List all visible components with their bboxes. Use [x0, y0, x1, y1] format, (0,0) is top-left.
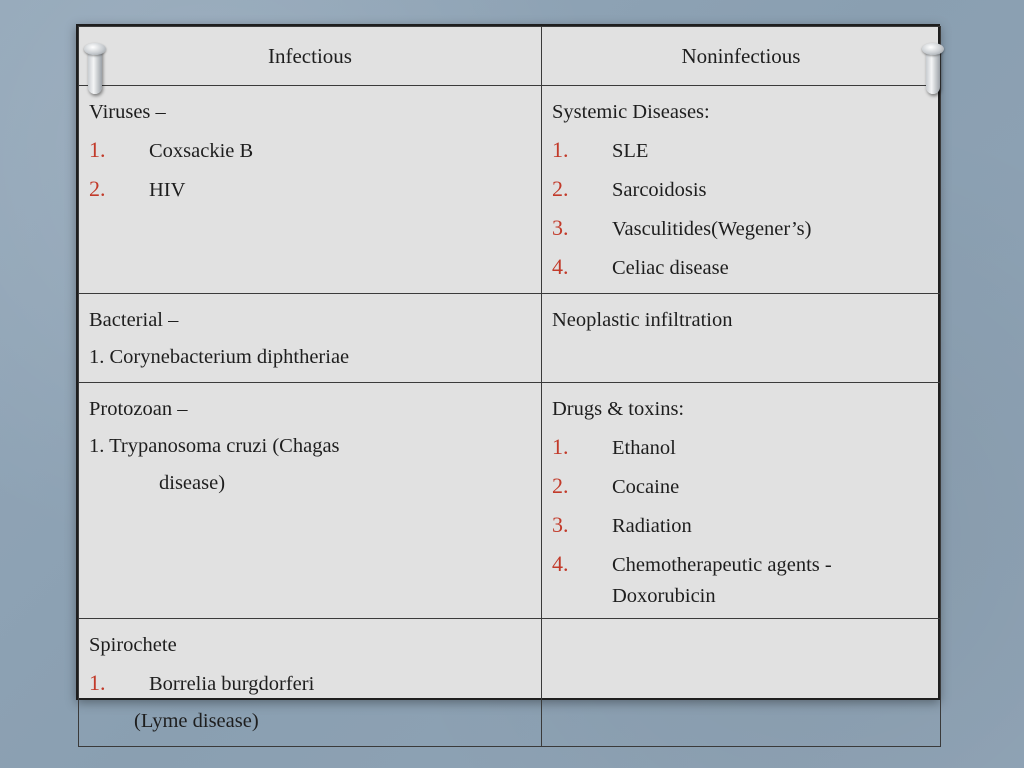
left-pin-icon: [88, 46, 102, 94]
item-number: 1.: [89, 137, 106, 162]
list-item: [89, 131, 531, 170]
item-text: SLE: [612, 140, 649, 162]
cell-drugs: [542, 383, 941, 619]
header-infectious: Infectious: [79, 27, 542, 86]
item-text: Sarcoidosis: [612, 179, 707, 201]
right-pin-icon: [926, 46, 940, 94]
neoplastic-heading: Neoplastic infiltration: [552, 309, 733, 331]
protozoan-heading: Protozoan –: [89, 398, 188, 420]
item-text: Vasculitides(Wegener’s): [612, 218, 812, 240]
viruses-heading: Viruses –: [89, 101, 166, 123]
bacterial-item: 1. Corynebacterium diphtheriae: [89, 346, 350, 368]
list-item: [552, 209, 930, 248]
bacterial-heading: Bacterial –: [89, 309, 179, 331]
item-number: 3.: [552, 215, 569, 240]
item-text: Cocaine: [612, 476, 680, 498]
item-text: Coxsackie B: [149, 140, 254, 162]
item-text: Radiation: [612, 515, 692, 537]
item-number: 4.: [552, 551, 569, 576]
list-item: [552, 506, 930, 545]
list-item: [552, 467, 930, 506]
item-text: Ethanol: [612, 437, 676, 459]
item-number: 2.: [552, 473, 569, 498]
item-number: 3.: [552, 512, 569, 537]
cell-systemic: [542, 86, 941, 294]
spirochete-note: (Lyme disease): [134, 710, 259, 732]
item-number: 1.: [89, 670, 106, 695]
cell-spirochete: [79, 619, 542, 747]
protozoan-item: 1. Trypanosoma cruzi (Chagas: [89, 435, 340, 457]
cell-empty: [542, 619, 941, 747]
item-number: 1.: [552, 434, 569, 459]
systemic-heading: Systemic Diseases:: [552, 101, 710, 123]
item-number: 2.: [89, 176, 106, 201]
causes-table: [78, 26, 941, 747]
list-item: [552, 131, 930, 170]
list-item: [552, 170, 930, 209]
slide-panel: [76, 24, 940, 732]
item-text: HIV: [149, 179, 186, 201]
header-noninfectious: Noninfectious: [542, 27, 941, 86]
cell-protozoan: [79, 383, 542, 619]
list-item: [552, 545, 930, 612]
item-text: Borrelia burgdorferi: [149, 673, 315, 695]
cell-viruses: [79, 86, 542, 294]
item-text: Celiac disease: [612, 257, 729, 279]
drugs-heading: Drugs & toxins:: [552, 398, 685, 420]
item-text: Chemotherapeutic agents - Doxorubicin: [612, 554, 832, 607]
spirochete-heading: Spirochete: [89, 634, 177, 656]
cell-neoplastic: [542, 294, 941, 383]
cell-bacterial: [79, 294, 542, 383]
item-number: 1.: [552, 137, 569, 162]
list-item: [552, 248, 930, 287]
list-item: [552, 428, 930, 467]
list-item: [89, 664, 531, 703]
list-item: [89, 170, 531, 209]
protozoan-item-continued: disease): [159, 472, 226, 494]
item-number: 4.: [552, 254, 569, 279]
item-number: 2.: [552, 176, 569, 201]
